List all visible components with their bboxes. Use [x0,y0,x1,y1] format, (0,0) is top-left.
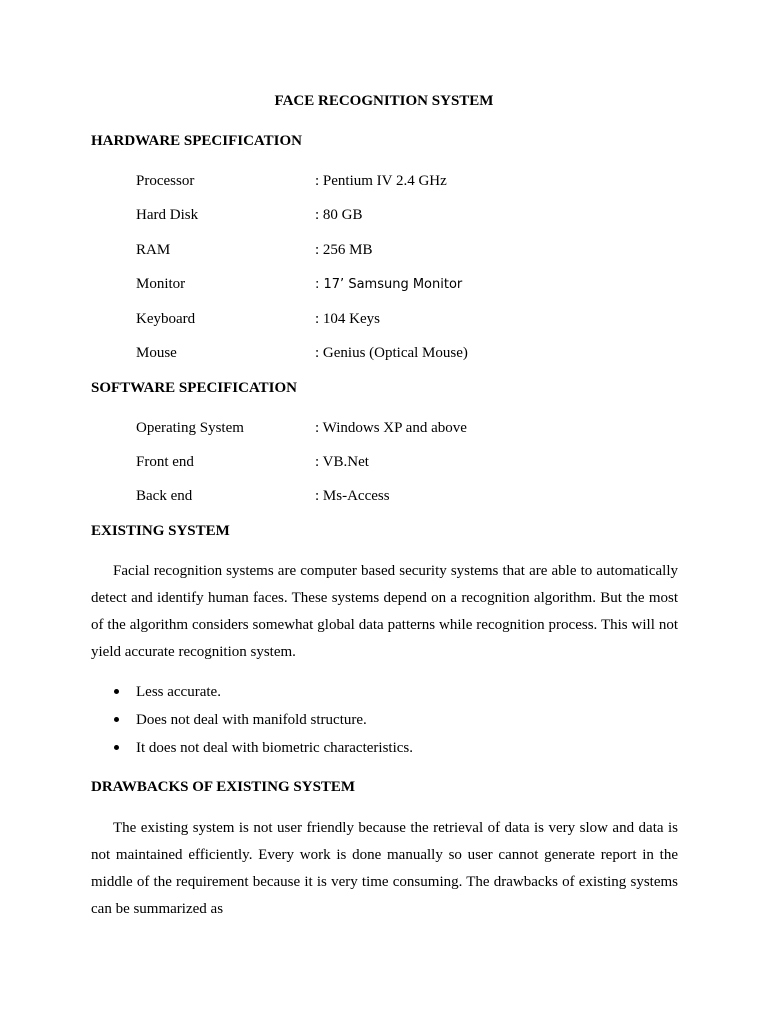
spec-label-processor: Processor [136,173,195,189]
spec-value-ram: : 256 MB [315,242,373,258]
existing-system-heading: EXISTING SYSTEM [91,523,230,539]
spec-value-front-end: : VB.Net [315,454,369,470]
existing-system-paragraph: Facial recognition systems are computer based security systems that are able to automatically detect and identify human faces. These systems depend on a recognition algorithm. But the most of the algorithm considers somewhat global data patterns while recognition process. This will not yield accurate recognition system. [91,563,678,660]
spec-label-mouse: Mouse [136,345,177,361]
bullet-text: Does not deal with manifold structure. [136,712,367,728]
spec-label-monitor: Monitor [136,276,186,292]
bullet-icon [114,717,119,722]
spec-value-keyboard: : 104 Keys [315,311,380,327]
bullet-text: Less accurate. [136,684,221,700]
spec-label-ram: RAM [136,242,171,258]
spec-value-back-end: : Ms-Access [315,488,390,504]
drawbacks-heading: DRAWBACKS OF EXISTING SYSTEM [91,779,356,795]
drawbacks-paragraph: The existing system is not user friendly because the retrieval of data is very slow and data is not maintained efficiently. Every work is done manually so user cannot generate report in the middle of the requirement because it is very time consuming. The drawbacks of existing systems can be summarized as [91,820,678,917]
spec-value-mouse: : Genius (Optical Mouse) [315,345,468,361]
spec-label-hard-disk: Hard Disk [136,207,199,223]
spec-value-monitor: : 17’ Samsung Monitor [315,277,463,292]
list-item [91,709,413,737]
list-item [91,681,413,709]
bullet-text: It does not deal with biometric characteristics. [136,740,413,756]
spec-label-front-end: Front end [136,454,194,470]
spec-label-back-end: Back end [136,488,193,504]
spec-label-operating-system: Operating System [136,420,244,436]
hardware-specification-heading: HARDWARE SPECIFICATION [91,133,302,149]
page-title: FACE RECOGNITION SYSTEM [274,93,494,109]
existing-system-bullet-list [91,681,413,765]
bullet-icon [114,689,119,694]
software-specification-heading: SOFTWARE SPECIFICATION [91,380,298,396]
list-item [91,737,413,765]
spec-value-processor: : Pentium IV 2.4 GHz [315,173,447,189]
spec-label-keyboard: Keyboard [136,311,196,327]
spec-value-hard-disk: : 80 GB [315,207,363,223]
spec-value-operating-system: : Windows XP and above [315,420,467,436]
bullet-icon [114,745,119,750]
